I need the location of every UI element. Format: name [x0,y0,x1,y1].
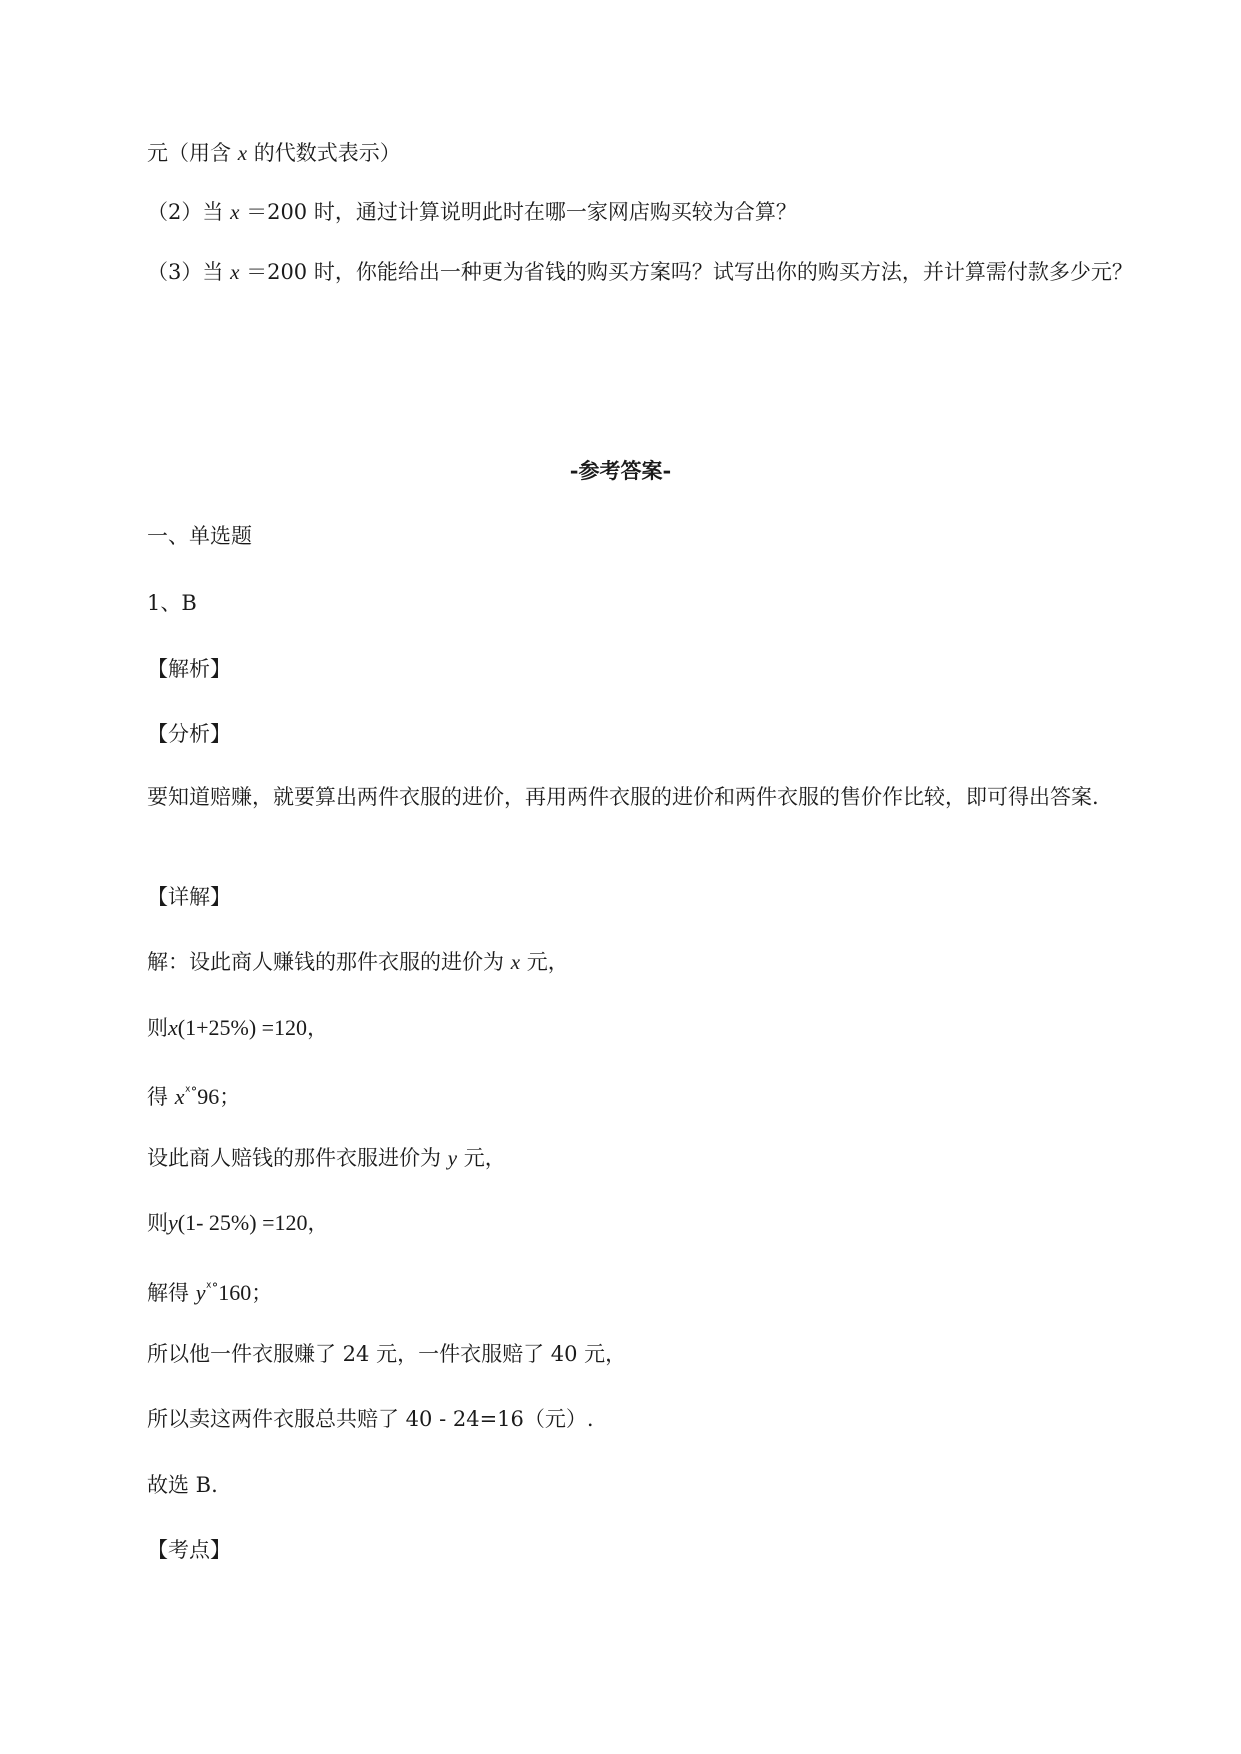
variable-x: x [230,200,240,224]
step-1-suffix: 元， [526,950,569,974]
step-5-prefix: 则 [147,1211,168,1235]
analysis-heading: 【解析】 [147,657,231,681]
detail-heading: 【详解】 [147,885,231,909]
fenxi-text: 要知道赔赚，就要算出两件衣服的进价，再用两件衣服的进价和两件衣服的售价作比较，即可得出答案. [147,785,1099,809]
question-3-suffix: ＝200 时，你能给出一种更为省钱的购买方案吗？试写出你的购买方法，并计算需付款多少元？ [246,260,1133,284]
variable-x: x [174,1084,185,1109]
section-heading: 一、单选题 [147,524,252,548]
variable-y: y [195,1280,206,1305]
variable-x: x [168,1015,178,1040]
step-2-prefix: 则 [147,1016,168,1040]
value: 160 [218,1280,252,1305]
step-5-suffix: ， [307,1211,329,1235]
question-2-suffix: ＝200 时，通过计算说明此时在哪一家网店购买较为合算？ [246,200,797,224]
step-2-suffix: ， [307,1016,329,1040]
equation: (1- 25%) =120 [177,1210,308,1235]
question-line-1 [147,138,401,168]
solution-step-4 [147,1143,506,1173]
broken-symbol: ᕁ° [184,1085,198,1100]
answer-item: 1、B [147,591,197,615]
step-3-suffix: ； [219,1085,241,1109]
variable-x: x [230,260,240,284]
solution-step-9: 故选 B. [147,1473,218,1497]
solution-step-7: 所以他一件衣服赚了 24 元，一件衣服赔了 40 元， [147,1342,627,1366]
step-4-prefix: 设此商人赔钱的那件衣服进价为 [147,1146,441,1170]
step-1-prefix: 解：设此商人赚钱的那件衣服的进价为 [147,950,504,974]
step-6-prefix: 解得 [147,1281,189,1305]
step-6-suffix: ； [251,1281,273,1305]
question-2-prefix: （2）当 [147,200,224,224]
solution-step-2 [147,1013,328,1043]
solution-step-6 [147,1274,272,1308]
question-line-1-prefix: 元（用含 [147,141,231,165]
equation: (1+25%) =120 [177,1015,308,1040]
variable-y: y [447,1146,458,1170]
fenxi-heading: 【分析】 [147,722,231,746]
solution-step-8: 所以卖这两件衣服总共赔了 40 - 24=16（元）. [147,1407,594,1431]
value: 96 [197,1084,220,1109]
question-3-prefix: （3）当 [147,260,224,284]
variable-x: x [510,950,521,974]
variable-x: x [237,141,248,165]
question-line-1-suffix: 的代数式表示） [253,141,401,165]
kaodian-heading: 【考点】 [147,1538,231,1562]
step-3-prefix: 得 [147,1085,168,1109]
solution-step-1 [147,947,569,977]
question-2 [147,197,797,227]
broken-symbol: ᕁ° [205,1281,219,1296]
step-4-suffix: 元， [463,1146,506,1170]
solution-step-3 [147,1078,240,1112]
variable-y: y [168,1210,178,1235]
question-3 [147,251,1157,293]
answer-title: -参考答案- [569,458,672,483]
solution-step-5 [147,1208,328,1238]
